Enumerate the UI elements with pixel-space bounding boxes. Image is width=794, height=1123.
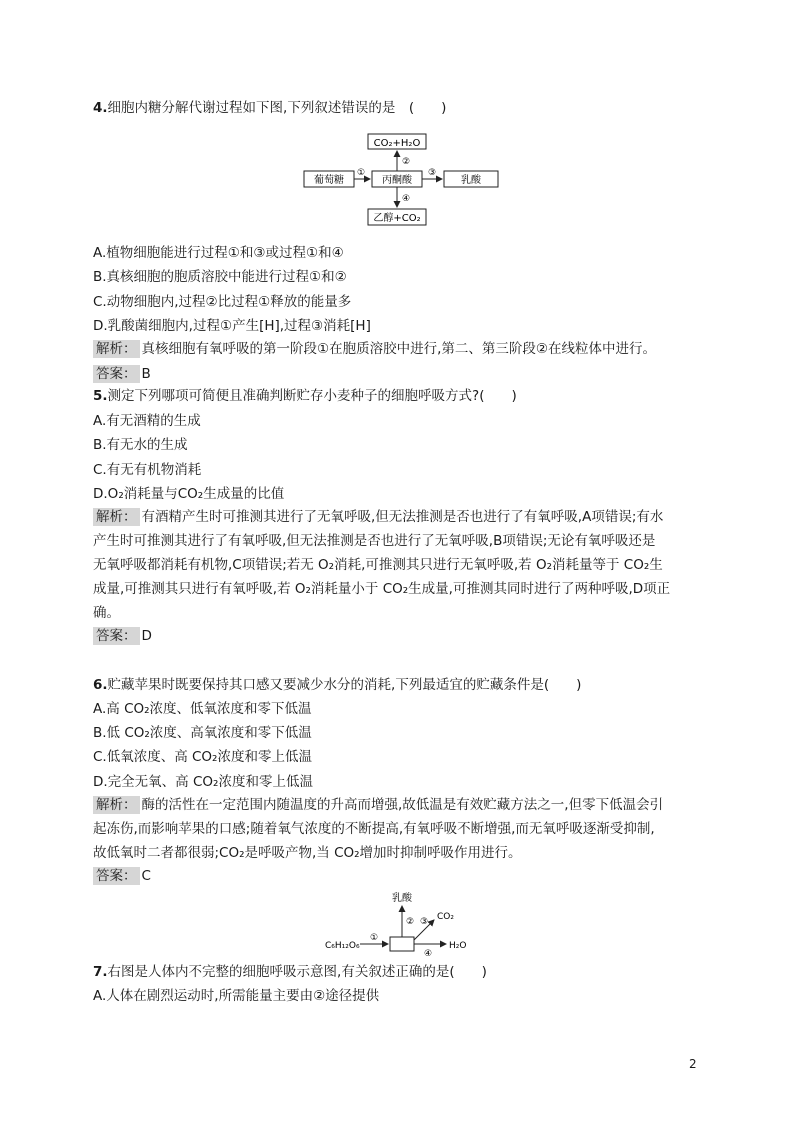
- option-c: C.有无有机物消耗: [93, 462, 202, 478]
- option-a: A.高 CO₂浓度、低氧浓度和零下低温: [93, 701, 312, 717]
- answer-tag: 答案：: [93, 867, 140, 885]
- step-4-label: ④: [423, 949, 433, 959]
- page-number: 2: [689, 1057, 697, 1071]
- explanation-line: 起冻伤,而影响苹果的口感;随着氧气浓度的不断提高,有氧呼吸不断增强,而无氧呼吸逐渐受抑制,: [93, 821, 655, 837]
- center-pyruvate-label: 丙酮酸: [382, 175, 412, 186]
- question-7-stem: [93, 963, 487, 981]
- explanation-line: 产生时可推测其进行了有氧呼吸,但无法推测是否也进行了无氧呼吸,B项错误;无论有氧呼吸还是: [93, 533, 656, 549]
- option-b: B.真核细胞的胞质溶胶中能进行过程①和②: [93, 269, 347, 285]
- question-number: 7.: [93, 964, 108, 980]
- question-6-stem: [93, 676, 581, 694]
- option-d: D.O₂消耗量与CO₂生成量的比值: [93, 486, 285, 502]
- answer-q5: [93, 627, 152, 645]
- option-a: A.人体在剧烈运动时,所需能量主要由②途径提供: [93, 988, 380, 1004]
- left-substrate-label: 葡萄糖: [314, 175, 344, 186]
- explanation-line: [93, 337, 697, 361]
- option-c: C.低氧浓度、高 CO₂浓度和零上低温: [93, 749, 312, 765]
- explanation-tag: 解析：: [93, 796, 140, 814]
- option-d: D.乳酸菌细胞内,过程①产生[H],过程③消耗[H]: [93, 318, 371, 334]
- step-1-label: ①: [356, 168, 366, 178]
- explanation-q4: [93, 337, 697, 361]
- question-4-stem: [93, 99, 446, 117]
- bottom-product-label: 乙醇+CO₂: [373, 213, 421, 224]
- answer-tag: 答案：: [93, 365, 140, 383]
- explanation-q6: [93, 793, 697, 865]
- question-text: 测定下列哪项可简便且准确判断贮存小麦种子的细胞呼吸方式?( ): [107, 388, 517, 404]
- option-a: A.有无酒精的生成: [93, 413, 201, 429]
- step-3-label: ③: [419, 917, 429, 927]
- explanation-line: [93, 505, 697, 529]
- question-number: 5.: [93, 388, 108, 404]
- explanation-text: 有酒精产生时可推测其进行了无氧呼吸,但无法推测是否也进行了有氧呼吸,A项错误;有水: [141, 509, 664, 525]
- step-2-label: ②: [405, 917, 415, 927]
- question-text: 右图是人体内不完整的细胞呼吸示意图,有关叙述正确的是( ): [107, 964, 487, 980]
- explanation-tag: 解析：: [93, 508, 140, 526]
- option-b: B.有无水的生成: [93, 437, 188, 453]
- answer-q4: [93, 365, 151, 383]
- explanation-line: 确。: [93, 605, 120, 621]
- question-number: 6.: [93, 677, 108, 693]
- explanation-q5: [93, 505, 697, 625]
- option-d: D.完全无氧、高 CO₂浓度和零上低温: [93, 774, 313, 790]
- input-label: C₆H₁₂O₆: [325, 941, 360, 951]
- step-4-label: ④: [401, 194, 411, 204]
- explanation-line: 故低氧时二者都很弱;CO₂是呼吸产物,当 CO₂增加时抑制呼吸作用进行。: [93, 845, 522, 861]
- question-5-stem: [93, 387, 517, 405]
- answer-value: D: [141, 628, 152, 644]
- question-text: 细胞内糖分解代谢过程如下图,下列叙述错误的是 ( ): [107, 100, 447, 116]
- option-b: B.低 CO₂浓度、高氧浓度和零下低温: [93, 725, 312, 741]
- explanation-line: [93, 793, 697, 817]
- h2o-label: H₂O: [449, 941, 467, 951]
- option-c: C.动物细胞内,过程②比过程①释放的能量多: [93, 294, 352, 310]
- step-2-label: ②: [401, 157, 411, 167]
- glycolysis-pathway-diagram: [300, 128, 510, 230]
- answer-q6: [93, 867, 151, 885]
- explanation-tag: 解析：: [93, 340, 140, 358]
- question-number: 4.: [93, 100, 108, 116]
- question-text: 贮藏苹果时既要保持其口感又要减少水分的消耗,下列最适宜的贮藏条件是( ): [107, 677, 582, 693]
- explanation-line: 无氧呼吸都消耗有机物,C项错误;若无 O₂消耗,可推测其只进行无氧呼吸,若 O₂消耗量等于 CO₂生: [93, 557, 663, 573]
- explanation-text: 真核细胞有氧呼吸的第一阶段①在胞质溶胶中进行,第二、第三阶段②在线粒体中进行。: [141, 341, 656, 357]
- intermediate-box: [390, 937, 414, 951]
- step-1-label: ①: [369, 933, 379, 943]
- co2-label: CO₂: [437, 912, 454, 922]
- option-a: A.植物细胞能进行过程①和③或过程①和④: [93, 245, 344, 261]
- top-product-label: CO₂+H₂O: [373, 138, 421, 149]
- answer-value: C: [141, 868, 151, 884]
- respiration-diagram: [322, 884, 482, 960]
- explanation-line: 成量,可推测其只进行有氧呼吸,若 O₂消耗量小于 CO₂生成量,可推测其同时进行了两种呼吸,D项正: [93, 581, 671, 597]
- step-3-label: ③: [427, 168, 437, 178]
- answer-tag: 答案：: [93, 627, 140, 645]
- answer-value: B: [141, 366, 151, 382]
- explanation-text: 酶的活性在一定范围内随温度的升高而增强,故低温是有效贮藏方法之一,但零下低温会引: [141, 797, 664, 813]
- right-product-label: 乳酸: [461, 175, 481, 186]
- top-product-label: 乳酸: [392, 893, 412, 904]
